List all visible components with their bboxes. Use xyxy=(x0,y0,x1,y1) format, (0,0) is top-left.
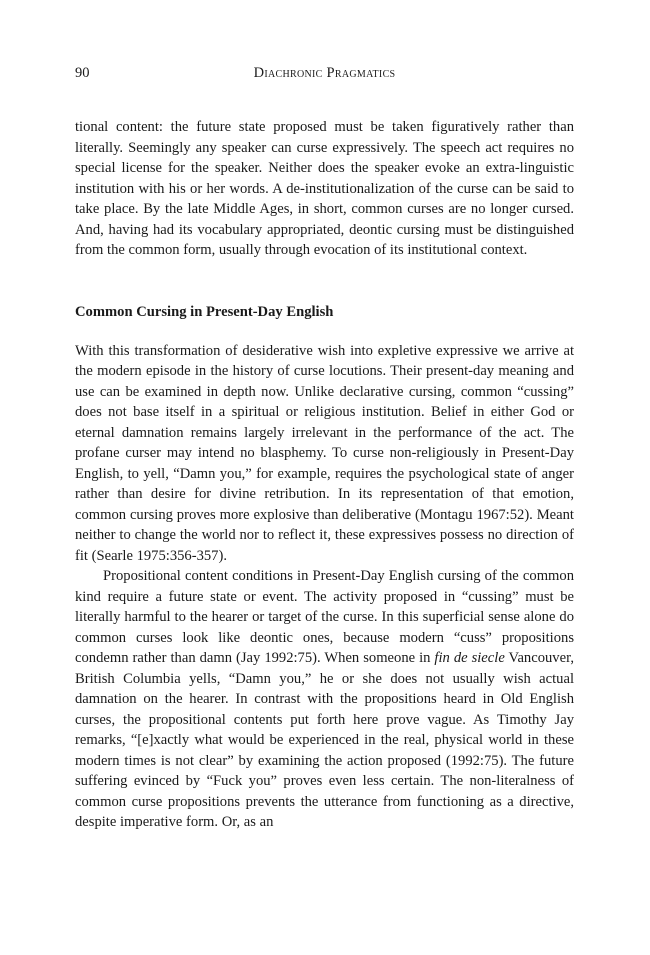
page-number: 90 xyxy=(75,65,90,81)
book-page xyxy=(75,62,574,833)
paragraph-continuation: tional content: the future state proposed must be taken figuratively rather than literally. Seemingly any speaker can curse expressively. The speech act requires no special license for the speaker. Neither does the speaker evoke an extra-linguistic institution with his or her words. A de-institutionalization of the curse can be said to take place. By the late Middle Ages, in short, common curses are no longer cursed. And, having had its vocabulary appropriated, deontic cursing must be distinguished from the common form, usually through evocation of its institutional context. xyxy=(75,119,574,258)
paragraph-section-opening: With this transformation of desiderative wish into expletive expressive we arrive at the modern episode in the history of curse locutions. Their present-day meaning and use can be examined in depth now. Unlike declarative cursing, common “cussing” does not base itself in a spiritual or religious institution. Belief in either God or eternal damnation remains largely irrelevant in the performance of the act. The profane curser may intend no blasphemy. To curse non-religiously in Present-Day English, to yell, “Damn you,” for example, requires the psychological state of anger rather than desire for divine retribution. In its representation of that emotion, common cursing proves more explosive than deliberative (Montagu 1967:52). Meant neither to change the world nor to reflect it, these expressives possess no direction of fit (Searle 1975:356-357). xyxy=(75,342,574,564)
paragraph-propositional-content xyxy=(75,566,574,833)
italic-phrase: fin de siecle xyxy=(434,650,505,666)
running-title: Diachronic Pragmatics xyxy=(253,65,396,81)
section-heading: Common Cursing in Present-Day English xyxy=(75,303,334,320)
paragraph-text-part: Vancouver, British Columbia yells, “Damn you,” he or she does not usually wish actual damnation on the hearer. In contrast with the propositions heard in Old English curses, the propositional contents put forth here prove vague. As Timothy Jay remarks, “[e]xactly what would be experienced in the real, physical world in these modern times is not clear” by examining the action proposed (1992:75). The future suffering evinced by “Fuck you” proves even less certain. The non-literalness of common curse propositions prevents the utterance from functioning as a directive, despite imperative form. Or, as an xyxy=(75,650,575,830)
running-header xyxy=(75,62,574,84)
paragraph-text-part: Propositional content conditions in Present-Day English cursing of the common kind require a future state or event. The activity proposed in “cussing” must be literally harmful to the hearer or target of the curse. In this superficial sense alone do common curses look like deontic ones, because modern “cuss” propositions condemn rather than damn (Jay 1992:75). When someone in xyxy=(75,568,574,666)
